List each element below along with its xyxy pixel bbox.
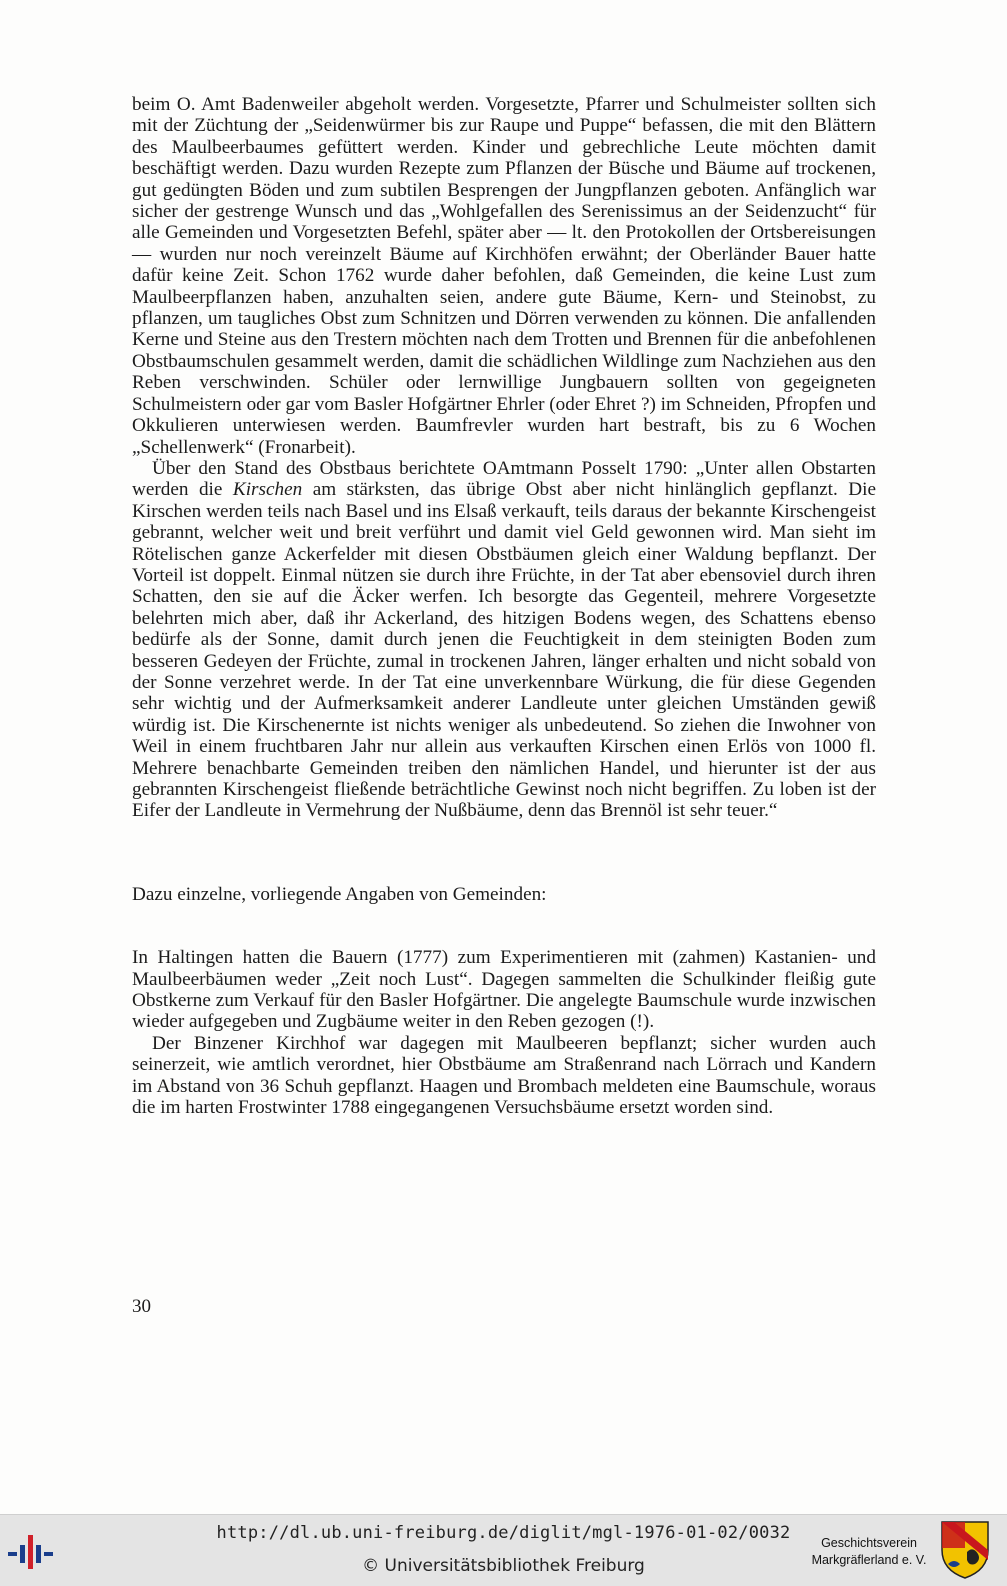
footer-bar xyxy=(0,1514,1007,1586)
paragraph-segment: Über den Stand des Obstbaus berichtete OAmtmann Posselt 1790: „Unter allen Obstarten werden die xyxy=(132,457,876,501)
paragraph-posselt-report xyxy=(132,458,876,822)
page-number: 30 xyxy=(132,1296,151,1317)
body-text xyxy=(132,94,876,1118)
society-name-line: Geschichtsverein xyxy=(821,1536,917,1550)
copyright-notice: © Universitätsbibliothek Freiburg xyxy=(362,1556,645,1576)
society-name-line: Markgräflerland e. V. xyxy=(811,1553,927,1567)
coat-of-arms-icon xyxy=(940,1520,990,1580)
paragraph-segment: am stärksten, das übrige Obst aber nicht hinlänglich gepflanzt. Die Kirschen werden teils nach Basel und ins Elsaß verkauft, teils daraus der bekannte Kirschengeist gebrannt, welcher weit und breit verführt und damit viel Geld gewonnen wird. Man sieht im Rötelischen ganze Ackerfelder mit diesen Obstbäumen gleich einer Waldung bepflanzt. Der Vorteil ist doppelt. Einmal nützen sie durch ihre Früchte, in der Tat aber ebensoviel durch ihren Schatten, den sie auf die Äcker werfen. Ich besorgte das Gegenteil, mehrere Vorgesetzte belehrten mich aber, daß ihr Ackerland, des hitzigen Bodens wegen, des Schattens ebenso bedürfe als der Sonne, damit durch jenen die Feuchtigkeit in dem steinigten Boden zum besseren Gedeyen der Früchte, zumal in trockenen Jahren, länger erhalten und nicht sobald von der Sonne verzehret werde. In der Tat eine unverkennbare Würkung, die für diese Gegenden sehr wichtig und der Aufmerksamkeit anderer Landleute unter gleichen Umständen gewiß würdig ist. Die Kirschenernte ist nichts weniger als unbedeutend. So ziehen die Inwohner von Weil in einem fruchtbaren Jahr nur allein aus verkauften Kirschen einen Erlös von 1000 fl. Mehrere benachbarte Gemeinden treiben den nämlichen Handel, und hierunter ist der aus gebrannten Kirschengeist fließende beträchtliche Gewinst noch nicht begriffen. Zu loben ist der Eifer der Landleute in Vermehrung der Nußbäume, denn das Brennöl ist sehr teuer.“ xyxy=(132,479,876,822)
section-heading-communities: Dazu einzelne, vorliegende Angaben von Gemeinden: xyxy=(132,883,547,905)
society-name xyxy=(806,1535,932,1569)
paragraph-silk-and-orchards: beim O. Amt Badenweiler abgeholt werden. Vorgesetzte, Pfarrer und Schulmeister sollten sich mit der Züchtung der „Seidenwürmer bis zur Raupe und Puppe“ befassen, die mit den Blättern des Maulbeerbaumes gefüttert werden. Kinder und gebrechliche Leute möchten damit beschäftigt werden. Dazu wurden Rezepte zum Pflanzen der Büsche und Bäume auf trockenen, gut gedüngten Böden und zum subtilen Besprengen der Jungpflanzen geboten. Anfänglich war sicher der gestrenge Wunsch und das „Wohlgefallen des Serenissimus an der Seidenzucht“ für alle Gemeinden und Vorgesetzten Befehl, später aber — lt. den Protokollen der Ortsbereisungen — wurden nur noch vereinzelt Bäume auf Kirchhöfen erwähnt; der Oberländer Bauer hatte dafür keine Zeit. Schon 1762 wurde daher befohlen, daß Gemeinden, die keine Lust zum Maulbeerpflanzen haben, anzuhalten seien, andere gute Bäume, Kern- und Steinobst, zu pflanzen, um taugliches Obst zum Schnitzen und Dörren verwenden zu können. Die anfallenden Kerne und Steine aus den Trestern möchten nach dem Trotten und Brennen für die anbefohlenen Obstbaumschulen gesammelt werden, damit die schädlichen Wildlinge zum Nachziehen aus den Reben verschwinden. Schüler oder lernwillige Jungbauern sollten von gegeigneten Schulmeistern oder gar vom Basler Hofgärtner Ehrler (oder Ehret ?) im Schneiden, Pfropfen und Okkulieren unterwiesen werden. Baumfrevler wurden hart bestraft, bis zu 6 Wochen „Schellenwerk“ (Fronarbeit). xyxy=(132,94,876,458)
paragraph-binzen: Der Binzener Kirchhof war dagegen mit Maulbeeren bepflanzt; sicher wurden auch seinerzeit, wie amtlich verordnet, hier Obstbäume am Straßenrand nach Lörrach und Kandern im Abstand von 36 Schuh gepflanzt. Haagen und Brombach meldeten eine Baumschule, woraus die im harten Frostwinter 1788 eingegangenen Versuchsbäume ersetzt worden sind. xyxy=(132,1032,876,1119)
paragraph-haltingen: In Haltingen hatten die Bauern (1777) zum Experimentieren mit (zahmen) Kastanien- und Maulbeerbäumen weder „Zeit noch Lust“. Dagegen sammelten die Schulkinder fleißig gute Obstkerne zum Verkauf für den Basler Hofgärtner. Die angelegte Baumschule wurde inzwischen wieder aufgegeben und Zugbäume weiter in den Reben gezogen (!). xyxy=(132,947,876,1033)
emphasis-kirschen: Kirschen xyxy=(232,479,303,501)
permalink-url[interactable]: http://dl.ub.uni-freiburg.de/diglit/mgl-1976-01-02/0032 xyxy=(216,1523,791,1543)
